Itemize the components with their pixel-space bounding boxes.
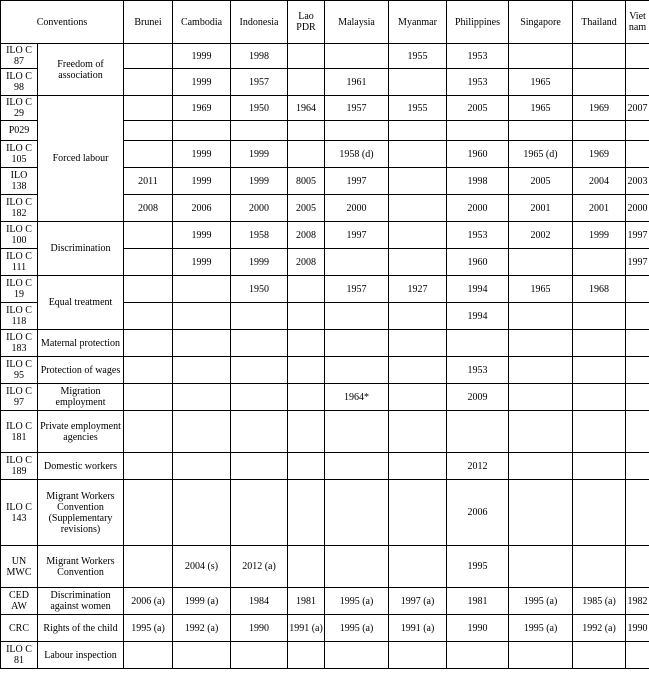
ratification-cell xyxy=(288,303,325,330)
convention-name: Domestic workers xyxy=(38,453,124,480)
convention-name: Forced labour xyxy=(38,96,124,222)
header-thailand: Thailand xyxy=(573,1,626,44)
convention-code: ILO C 98 xyxy=(1,69,38,96)
ratification-cell xyxy=(173,384,231,411)
ratification-cell: 2008 xyxy=(288,249,325,276)
ratification-cell: 1958 (d) xyxy=(325,141,389,168)
convention-code: ILO C 19 xyxy=(1,276,38,303)
ratification-cell: 1958 xyxy=(231,222,288,249)
table-row xyxy=(1,546,649,588)
ratification-cell xyxy=(288,121,325,141)
ratification-cell: 1992 (a) xyxy=(173,615,231,642)
header-brunei: Brunei xyxy=(124,1,173,44)
ratification-cell xyxy=(325,480,389,546)
table-row xyxy=(1,384,649,411)
ratification-cell xyxy=(389,642,447,669)
ratification-cell: 2005 xyxy=(288,195,325,222)
ratification-cell xyxy=(124,141,173,168)
ratification-cell: 2001 xyxy=(573,195,626,222)
ratification-cell xyxy=(573,642,626,669)
convention-code: ILO C 111 xyxy=(1,249,38,276)
ratification-cell xyxy=(325,303,389,330)
ratification-cell: 1997 xyxy=(626,222,649,249)
ratification-cell: 2012 (a) xyxy=(231,546,288,588)
ratification-cell: 2000 xyxy=(626,195,649,222)
convention-code: ILO C 183 xyxy=(1,330,38,357)
ratification-cell: 2006 xyxy=(447,480,509,546)
ratification-cell xyxy=(288,642,325,669)
ratification-cell xyxy=(288,480,325,546)
ratification-cell xyxy=(509,357,573,384)
ratification-cell: 1992 (a) xyxy=(573,615,626,642)
ratification-cell xyxy=(124,453,173,480)
ratification-cell: 1990 xyxy=(231,615,288,642)
ratification-cell: 1990 xyxy=(626,615,649,642)
ratification-cell: 2009 xyxy=(447,384,509,411)
ratification-cell xyxy=(573,411,626,453)
ratification-cell xyxy=(288,384,325,411)
ratification-cell xyxy=(389,303,447,330)
ratification-cell: 1995 (a) xyxy=(509,588,573,615)
ratification-cell xyxy=(325,121,389,141)
convention-code: ILO 138 xyxy=(1,168,38,195)
ratification-cell: 1953 xyxy=(447,357,509,384)
ratification-cell xyxy=(173,411,231,453)
table-row xyxy=(1,330,649,357)
ratification-cell xyxy=(288,69,325,96)
table-body xyxy=(1,44,649,669)
ratification-cell: 1999 xyxy=(573,222,626,249)
ratification-cell xyxy=(231,453,288,480)
ratification-cell xyxy=(288,330,325,357)
ratification-cell: 1964* xyxy=(325,384,389,411)
table-row xyxy=(1,96,649,121)
ratification-cell: 1960 xyxy=(447,249,509,276)
ratification-cell xyxy=(389,330,447,357)
header-lao-pdr: Lao PDR xyxy=(288,1,325,44)
ratification-cell xyxy=(573,357,626,384)
ratification-cell xyxy=(288,141,325,168)
ratification-cell: 1964 xyxy=(288,96,325,121)
ratification-cell: 1953 xyxy=(447,44,509,69)
ratification-cell xyxy=(389,357,447,384)
ratification-cell: 1965 xyxy=(509,276,573,303)
header-singapore: Singapore xyxy=(509,1,573,44)
convention-code: ILO C 95 xyxy=(1,357,38,384)
ratification-cell xyxy=(573,384,626,411)
ratification-cell: 2000 xyxy=(447,195,509,222)
ratification-cell xyxy=(626,330,649,357)
header-row xyxy=(1,1,649,44)
ratification-cell: 2007 xyxy=(626,96,649,121)
table-row xyxy=(1,357,649,384)
ratification-cell: 1997 xyxy=(325,168,389,195)
ratification-cell xyxy=(288,546,325,588)
header-myanmar: Myanmar xyxy=(389,1,447,44)
ratification-cell xyxy=(173,453,231,480)
ratification-cell: 1960 xyxy=(447,141,509,168)
ratification-cell xyxy=(626,69,649,96)
ratification-cell xyxy=(389,168,447,195)
convention-code: ILO C 100 xyxy=(1,222,38,249)
ratification-cell xyxy=(124,44,173,69)
ratification-cell xyxy=(509,480,573,546)
ratification-cell xyxy=(124,330,173,357)
ratification-cell: 1968 xyxy=(573,276,626,303)
ratification-cell: 1999 xyxy=(231,168,288,195)
ratification-cell: 1995 (a) xyxy=(124,615,173,642)
ratification-cell xyxy=(325,453,389,480)
ratification-cell xyxy=(389,480,447,546)
table-row xyxy=(1,276,649,303)
ratification-cell: 1982 xyxy=(626,588,649,615)
ratification-cell xyxy=(124,96,173,121)
ratification-cell xyxy=(626,384,649,411)
ratification-cell xyxy=(389,195,447,222)
ratification-cell: 1950 xyxy=(231,96,288,121)
ratification-cell xyxy=(389,121,447,141)
convention-code: ILO C 81 xyxy=(1,642,38,669)
convention-code: ILO C 189 xyxy=(1,453,38,480)
ratification-cell xyxy=(573,44,626,69)
ratification-cell: 2004 xyxy=(573,168,626,195)
ratification-cell: 2005 xyxy=(509,168,573,195)
ratification-cell xyxy=(389,69,447,96)
ratification-cell xyxy=(124,69,173,96)
ratification-cell: 1999 xyxy=(173,249,231,276)
ratification-cell: 2011 xyxy=(124,168,173,195)
header-indonesia: Indonesia xyxy=(231,1,288,44)
convention-code: ILO C 87 xyxy=(1,44,38,69)
ratification-cell: 1999 (a) xyxy=(173,588,231,615)
ratification-cell: 2012 xyxy=(447,453,509,480)
ratification-cell xyxy=(288,276,325,303)
ratification-cell: 1995 xyxy=(447,546,509,588)
ratification-cell xyxy=(288,357,325,384)
convention-name: Freedom of association xyxy=(38,44,124,96)
ratification-cell: 1994 xyxy=(447,276,509,303)
ratification-cell xyxy=(325,249,389,276)
ratification-cell xyxy=(626,642,649,669)
ratification-cell xyxy=(288,44,325,69)
ratification-cell xyxy=(288,411,325,453)
ratification-cell xyxy=(325,357,389,384)
ratification-cell: 2005 xyxy=(447,96,509,121)
ratification-cell: 8005 xyxy=(288,168,325,195)
ratification-cell xyxy=(626,303,649,330)
ratification-cell: 1957 xyxy=(325,276,389,303)
ratification-cell xyxy=(573,121,626,141)
table-row xyxy=(1,588,649,615)
ratification-cell xyxy=(573,330,626,357)
ratification-cell: 1969 xyxy=(173,96,231,121)
ratification-cell xyxy=(447,330,509,357)
ratification-cell: 1984 xyxy=(231,588,288,615)
convention-name: Migrant Workers Convention xyxy=(38,546,124,588)
ratification-cell xyxy=(231,121,288,141)
convention-code: ILO C 97 xyxy=(1,384,38,411)
ratification-cell xyxy=(124,411,173,453)
ratification-cell xyxy=(509,642,573,669)
ratification-cell xyxy=(509,546,573,588)
ratification-cell xyxy=(231,411,288,453)
ratification-cell: 1965 xyxy=(509,69,573,96)
ratification-cell xyxy=(325,642,389,669)
ratification-cell xyxy=(288,453,325,480)
ratification-cell: 1997 xyxy=(626,249,649,276)
ratification-cell xyxy=(124,222,173,249)
ratification-cell xyxy=(509,384,573,411)
ratification-cell xyxy=(626,453,649,480)
ratification-cell xyxy=(573,69,626,96)
convention-code: ILO C 182 xyxy=(1,195,38,222)
ratification-cell xyxy=(173,303,231,330)
table-row xyxy=(1,411,649,453)
ratification-cell: 2001 xyxy=(509,195,573,222)
convention-code: ILO C 118 xyxy=(1,303,38,330)
header-conventions: Conventions xyxy=(1,1,124,44)
ratification-cell xyxy=(626,480,649,546)
ratification-cell: 1999 xyxy=(173,44,231,69)
ratification-cell xyxy=(389,411,447,453)
ratification-cell xyxy=(626,357,649,384)
ratification-cell: 1950 xyxy=(231,276,288,303)
ratification-cell xyxy=(173,480,231,546)
ratification-cell: 2004 (s) xyxy=(173,546,231,588)
ratification-cell xyxy=(509,330,573,357)
header-viet-nam: Viet nam xyxy=(626,1,649,44)
table-row xyxy=(1,480,649,546)
ratification-cell: 1999 xyxy=(173,69,231,96)
convention-name: Equal treatment xyxy=(38,276,124,330)
ratification-cell xyxy=(626,121,649,141)
ratification-cell xyxy=(447,411,509,453)
ratification-cell: 1969 xyxy=(573,141,626,168)
ratification-cell xyxy=(573,453,626,480)
ratification-cell xyxy=(509,453,573,480)
ratification-cell: 1999 xyxy=(173,222,231,249)
ratification-cell: 1998 xyxy=(231,44,288,69)
ratification-cell: 1927 xyxy=(389,276,447,303)
ratification-cell xyxy=(173,276,231,303)
convention-name: Discrimination against women xyxy=(38,588,124,615)
ratification-cell xyxy=(231,480,288,546)
header-cambodia: Cambodia xyxy=(173,1,231,44)
ratification-cell: 1999 xyxy=(231,249,288,276)
ratification-cell xyxy=(447,121,509,141)
convention-code: CRC xyxy=(1,615,38,642)
ratification-cell xyxy=(124,303,173,330)
ratification-cell xyxy=(509,121,573,141)
ratification-cell: 1995 (a) xyxy=(325,588,389,615)
ratification-cell xyxy=(173,330,231,357)
ratification-cell xyxy=(173,357,231,384)
ratification-cell: 2008 xyxy=(124,195,173,222)
table-row xyxy=(1,615,649,642)
ratification-cell: 1991 (a) xyxy=(389,615,447,642)
ratification-cell: 1999 xyxy=(173,141,231,168)
ratification-cell: 1965 xyxy=(509,96,573,121)
ratification-cell: 1969 xyxy=(573,96,626,121)
ratification-cell xyxy=(231,330,288,357)
ratification-cell: 2003 xyxy=(626,168,649,195)
ratification-cell: 1955 xyxy=(389,44,447,69)
ratification-cell xyxy=(447,642,509,669)
convention-name: Maternal protection xyxy=(38,330,124,357)
ratification-cell xyxy=(325,411,389,453)
ratification-cell: 1965 (d) xyxy=(509,141,573,168)
ratification-cell: 2000 xyxy=(231,195,288,222)
ratification-cell: 1998 xyxy=(447,168,509,195)
ratification-cell xyxy=(124,480,173,546)
table-row xyxy=(1,642,649,669)
convention-name: Protection of wages xyxy=(38,357,124,384)
ratification-cell xyxy=(124,121,173,141)
ratification-cell xyxy=(626,411,649,453)
ratification-cell: 1999 xyxy=(173,168,231,195)
ratification-cell: 2002 xyxy=(509,222,573,249)
ratification-cell xyxy=(231,642,288,669)
ratification-cell xyxy=(231,357,288,384)
ratification-cell: 1953 xyxy=(447,69,509,96)
convention-code: P029 xyxy=(1,121,38,141)
ratification-cell xyxy=(626,276,649,303)
ratification-cell: 1994 xyxy=(447,303,509,330)
ratification-cell xyxy=(325,330,389,357)
ratification-cell xyxy=(389,384,447,411)
ratification-cell: 1957 xyxy=(231,69,288,96)
ratification-cell: 1985 (a) xyxy=(573,588,626,615)
ratification-cell: 1981 xyxy=(288,588,325,615)
convention-name: Discrimination xyxy=(38,222,124,276)
ratification-cell xyxy=(325,546,389,588)
convention-code: ILO C 181 xyxy=(1,411,38,453)
ratification-cell xyxy=(124,357,173,384)
ratification-cell: 1995 (a) xyxy=(509,615,573,642)
ratification-cell xyxy=(231,384,288,411)
table-row xyxy=(1,222,649,249)
ratification-cell: 1997 xyxy=(325,222,389,249)
ratification-cell xyxy=(389,222,447,249)
ratification-cell: 1999 xyxy=(231,141,288,168)
ratification-cell xyxy=(626,44,649,69)
ratification-cell: 1961 xyxy=(325,69,389,96)
ratification-cell xyxy=(124,384,173,411)
ratification-cell: 2006 xyxy=(173,195,231,222)
table-row xyxy=(1,453,649,480)
ratification-cell: 1981 xyxy=(447,588,509,615)
ratification-cell xyxy=(124,642,173,669)
convention-code: UN MWC xyxy=(1,546,38,588)
convention-name: Rights of the child xyxy=(38,615,124,642)
convention-name: Migration employment xyxy=(38,384,124,411)
ratification-cell: 1957 xyxy=(325,96,389,121)
convention-name: Migrant Workers Convention (Supplementary revisions) xyxy=(38,480,124,546)
ratification-cell xyxy=(173,121,231,141)
header-malaysia: Malaysia xyxy=(325,1,389,44)
convention-code: ILO C 105 xyxy=(1,141,38,168)
ratification-cell xyxy=(573,249,626,276)
header-philippines: Philippines xyxy=(447,1,509,44)
ratification-cell xyxy=(124,249,173,276)
ratification-cell xyxy=(124,276,173,303)
ratification-cell xyxy=(573,480,626,546)
ratification-cell xyxy=(509,303,573,330)
ratification-cell xyxy=(509,249,573,276)
convention-name: Labour inspection xyxy=(38,642,124,669)
ratification-cell xyxy=(389,546,447,588)
ratification-cell xyxy=(124,546,173,588)
ratification-cell xyxy=(509,411,573,453)
ratification-cell xyxy=(509,44,573,69)
ratification-cell: 1995 (a) xyxy=(325,615,389,642)
ratification-cell: 2008 xyxy=(288,222,325,249)
ratification-cell xyxy=(173,642,231,669)
ratification-cell xyxy=(231,303,288,330)
ratification-cell: 1997 (a) xyxy=(389,588,447,615)
convention-code: ILO C 143 xyxy=(1,480,38,546)
ratification-cell xyxy=(389,141,447,168)
ratification-cell: 2000 xyxy=(325,195,389,222)
ratification-cell xyxy=(573,546,626,588)
ratification-cell xyxy=(389,249,447,276)
ratification-cell: 2006 (a) xyxy=(124,588,173,615)
ratification-cell xyxy=(626,546,649,588)
ratification-cell: 1990 xyxy=(447,615,509,642)
ratification-cell xyxy=(626,141,649,168)
ratification-cell xyxy=(389,453,447,480)
table-row xyxy=(1,44,649,69)
ratification-cell: 1953 xyxy=(447,222,509,249)
ratification-cell xyxy=(325,44,389,69)
convention-name: Private employment agencies xyxy=(38,411,124,453)
convention-code: CED AW xyxy=(1,588,38,615)
ratification-cell xyxy=(573,303,626,330)
ratification-cell: 1955 xyxy=(389,96,447,121)
convention-code: ILO C 29 xyxy=(1,96,38,121)
ratification-cell: 1991 (a) xyxy=(288,615,325,642)
